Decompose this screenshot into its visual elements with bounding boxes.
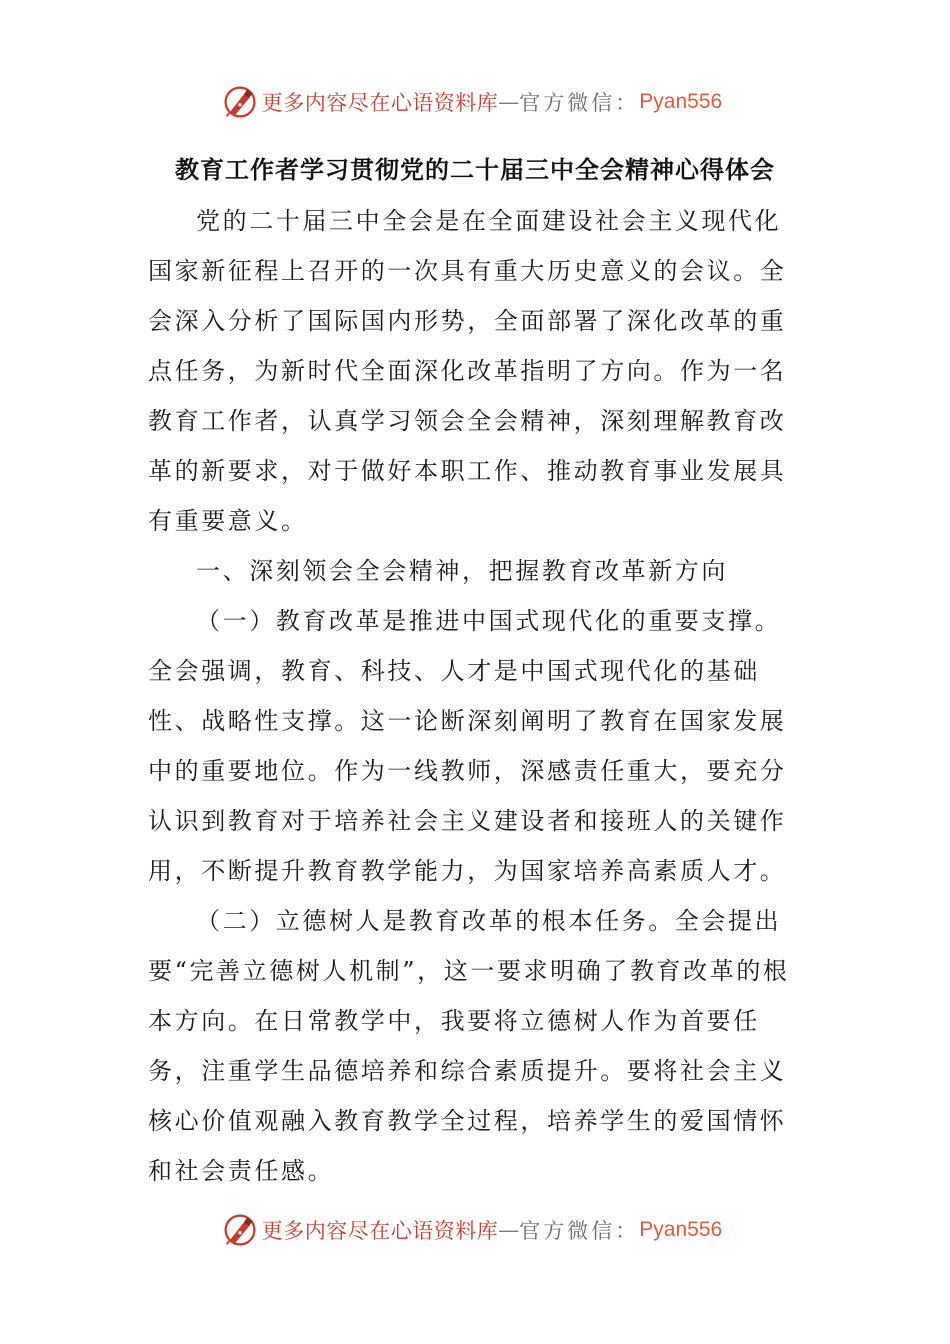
banner-contact-id: Pyan556 (639, 90, 723, 113)
document-body (148, 196, 800, 1196)
document-title: 教育工作者学习贯彻党的二十届三中全会精神心得体会 (175, 156, 775, 184)
banner-slogan: 更多内容尽在心语资料库 (261, 91, 499, 115)
pen-nib-logo-icon (222, 1212, 258, 1248)
banner-contact-label: 官方微信： (519, 91, 640, 115)
banner-contact-id: Pyan556 (639, 1218, 723, 1241)
banner-slogan: 更多内容尽在心语资料库 (261, 1219, 499, 1243)
footer-banner (0, 1208, 950, 1252)
banner-contact-label: 官方微信： (519, 1219, 640, 1243)
banner-separator: — (498, 90, 520, 114)
paragraph-intro: 党的二十届三中全会是在全面建设社会主义现代化国家新征程上召开的一次具有重大历史意义的会议。全会深入分析了国际国内形势，全面部署了深化改革的重点任务，为新时代全面深化改革指明了方向。作为一名教育工作者，认真学习领会全会精神，深刻理解教育改革的新要求，对于做好本职工作、推动教育事业发展具有重要意义。 (148, 207, 787, 535)
paragraph-point-two: （二）立德树人是教育改革的根本任务。全会提出要“完善立德树人机制”，这一要求明确了教育改革的根本方向。在日常教学中，我要将立德树人作为首要任务，注重学生品德培养和综合素质提升。要将社会主义核心价值观融入教育教学全过程，培养学生的爱国情怀和社会责任感。 (148, 907, 790, 1185)
banner-separator: — (498, 1218, 520, 1242)
paragraph-point-one: （一）教育改革是推进中国式现代化的重要支撑。全会强调，教育、科技、人才是中国式现代化的基础性、战略性支撑。这一论断深刻阐明了教育在国家发展中的重要地位。作为一线教师，深感责任重大，要充分认识到教育对于培养社会主义建设者和接班人的关键作用，不断提升教育教学能力，为国家培养高素质人才。 (148, 607, 787, 885)
header-banner (0, 80, 950, 124)
pen-nib-logo-icon (222, 84, 258, 120)
section-heading: 一、深刻领会全会精神，把握教育改革新方向 (196, 557, 728, 585)
